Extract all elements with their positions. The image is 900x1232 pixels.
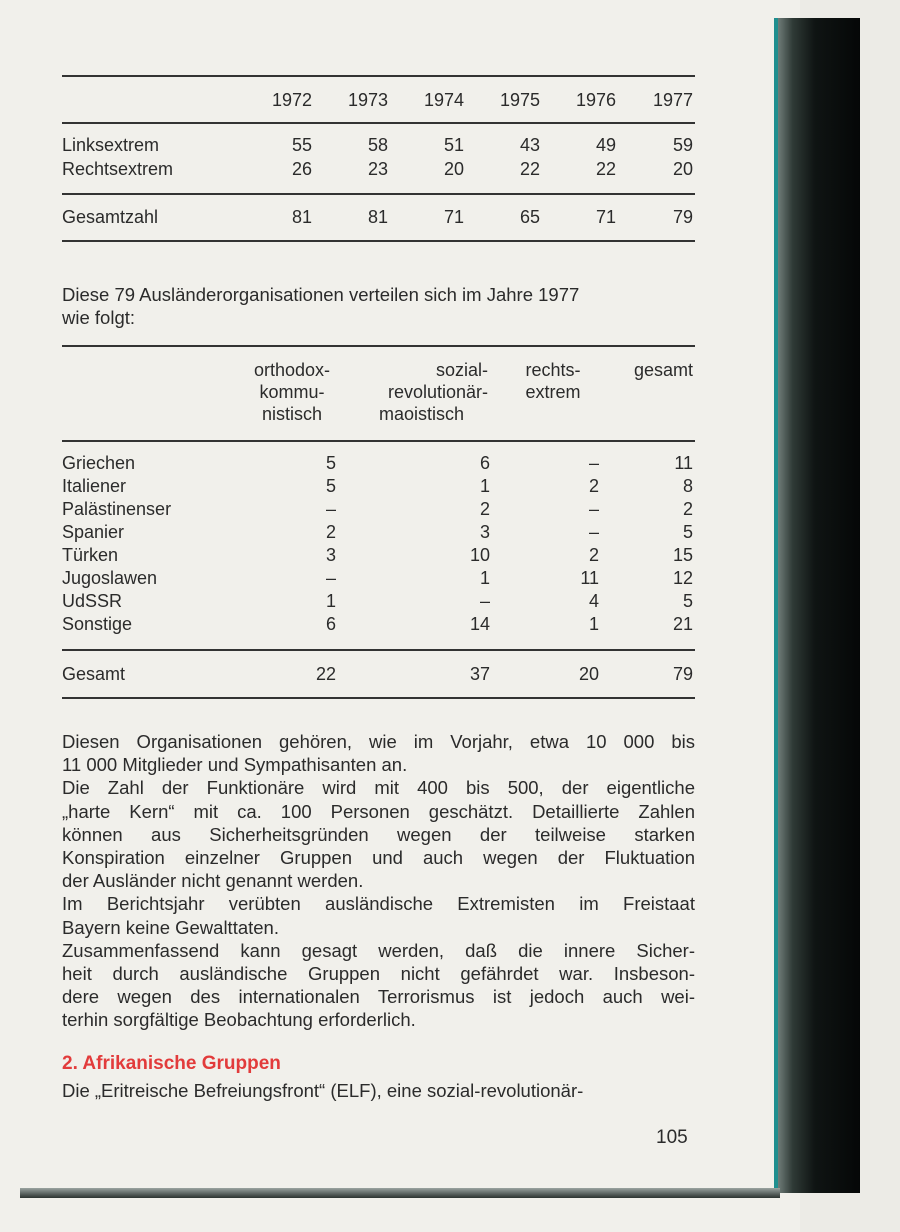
table-cell: 3 <box>479 522 490 542</box>
table-cell: – <box>325 568 336 588</box>
table-cell: 15 <box>672 545 693 565</box>
table-cell: 6 <box>325 614 336 634</box>
table-cell: 11 <box>674 453 693 473</box>
table-cell: 58 <box>367 135 388 155</box>
text-line: dere wegen des internationalen Terrorismus ist jedoch auch wei- <box>62 986 695 1008</box>
table-cell: 10 <box>469 545 490 565</box>
book-spine <box>778 18 860 1193</box>
table-cell: 51 <box>443 135 464 155</box>
text-line: terhin sorgfältige Beobachtung erforderlich. <box>62 1009 416 1031</box>
table-cell: 2 <box>325 522 336 542</box>
table-cell: 2 <box>479 499 490 519</box>
column-header-gesamt: gesamt <box>633 360 693 380</box>
table-cell: 11 <box>580 568 599 588</box>
table-rule <box>62 440 695 442</box>
table-cell: 3 <box>325 545 336 565</box>
row-label: Rechtsextrem <box>62 159 174 179</box>
table-cell: 20 <box>672 159 693 179</box>
table-rule-bottom <box>62 697 695 699</box>
total-label: Gesamtzahl <box>62 207 159 227</box>
table-cell: 22 <box>595 159 616 179</box>
text-line: Im Berichtsjahr verübten ausländische Extremisten im Freistaat <box>62 893 695 915</box>
text-line: können aus Sicherheitsgründen wegen der teilweise starken <box>62 823 695 845</box>
table-cell: 1 <box>325 591 336 611</box>
text-line: Zusammenfassend kann gesagt werden, daß die innere Sicher- <box>62 939 695 961</box>
table-cell: – <box>588 499 599 519</box>
row-label: Sonstige <box>62 614 133 634</box>
row-label: Linksextrem <box>62 135 160 155</box>
total-cell: 71 <box>595 207 616 227</box>
table-cell: 5 <box>682 591 693 611</box>
body-paragraph <box>62 730 695 1032</box>
row-label: UdSSR <box>62 591 123 611</box>
table-rule-bottom <box>62 240 695 242</box>
total-cell: 22 <box>315 664 336 684</box>
year-header: 1972 <box>271 90 312 110</box>
table-cell: 26 <box>291 159 312 179</box>
table-cell: 8 <box>682 476 693 496</box>
text-line: Die Zahl der Funktionäre wird mit 400 bis 500, der eigentliche <box>62 777 695 799</box>
total-cell: 79 <box>672 207 693 227</box>
table-cell: 2 <box>682 499 693 519</box>
year-header: 1974 <box>423 90 464 110</box>
table-cell: 5 <box>682 522 693 542</box>
row-label: Jugoslawen <box>62 568 158 588</box>
intro-paragraph <box>62 283 695 329</box>
year-header: 1973 <box>347 90 388 110</box>
year-header: 1975 <box>499 90 540 110</box>
row-label: Spanier <box>62 522 125 542</box>
row-label: Griechen <box>62 453 136 473</box>
table-cell: 22 <box>519 159 540 179</box>
table-cell: 2 <box>588 476 599 496</box>
row-label: Italiener <box>62 476 127 496</box>
table-cell: 2 <box>588 545 599 565</box>
text-line: Diese 79 Ausländerorganisationen verteilen sich im Jahre 1977 <box>62 284 580 305</box>
section-heading: 2. Afrikanische Gruppen <box>62 1053 281 1074</box>
table-rule <box>62 649 695 651</box>
table-cell: 20 <box>443 159 464 179</box>
text-line: Diesen Organisationen gehören, wie im Vorjahr, etwa 10 000 bis <box>62 731 695 752</box>
year-header: 1976 <box>575 90 616 110</box>
total-cell: 37 <box>469 664 490 684</box>
table-cell: 1 <box>479 476 490 496</box>
total-label: Gesamt <box>62 664 126 684</box>
text-line: 11 000 Mitglieder und Sympathisanten an. <box>62 754 408 776</box>
total-cell: 79 <box>672 664 693 684</box>
table-cell: 1 <box>588 614 599 634</box>
table-cell: 43 <box>519 135 540 155</box>
table-cell: 1 <box>479 568 490 588</box>
table-cell: – <box>588 522 599 542</box>
row-label: Palästinenser <box>62 499 172 519</box>
text-line: Die „Eritreische Befreiungsfront“ (ELF), eine sozial-revolutionär- <box>62 1080 584 1101</box>
table-cell: – <box>479 591 490 611</box>
table-cell: 49 <box>595 135 616 155</box>
section-text <box>62 1079 695 1102</box>
table-cell: – <box>325 499 336 519</box>
row-label: Türken <box>62 545 119 565</box>
table-cell: 6 <box>479 453 490 473</box>
total-cell: 81 <box>367 207 388 227</box>
table-cell: 14 <box>469 614 490 634</box>
table-cell: 21 <box>672 614 693 634</box>
table-cell: 12 <box>672 568 693 588</box>
year-header: 1977 <box>652 90 693 110</box>
total-cell: 71 <box>443 207 464 227</box>
column-header-sozialrevolutionaer: sozial- revolutionär- maoistisch <box>378 360 488 424</box>
table-cell: 23 <box>367 159 388 179</box>
total-cell: 81 <box>291 207 312 227</box>
page-number: 105 <box>656 1127 688 1148</box>
table-cell: 4 <box>588 591 599 611</box>
table-cell: 55 <box>291 135 312 155</box>
page-bottom-edge <box>20 1188 780 1198</box>
text-line: heit durch ausländische Gruppen nicht gefährdet war. Insbeson- <box>62 963 695 985</box>
text-line: Konspiration einzelner Gruppen und auch wegen der Fluktuation <box>62 847 695 869</box>
table-rule <box>62 193 695 195</box>
total-cell: 65 <box>519 207 540 227</box>
text-line: wie folgt: <box>62 307 136 329</box>
column-header-rechtsextrem: rechts- extrem <box>525 360 581 402</box>
table-rule-top <box>62 75 695 77</box>
text-line: Bayern keine Gewalttaten. <box>62 916 279 938</box>
total-cell: 20 <box>578 664 599 684</box>
text-line: „harte Kern“ mit ca. 100 Personen geschätzt. Detaillierte Zahlen <box>62 800 695 822</box>
table-rule-top <box>62 345 695 347</box>
text-line: der Ausländer nicht genannt werden. <box>62 870 364 892</box>
table-cell: 5 <box>325 476 336 496</box>
table-rule <box>62 122 695 124</box>
column-header-orthodox: orthodox- kommu- nistisch <box>253 360 331 424</box>
table-cell: 59 <box>672 135 693 155</box>
table-cell: 5 <box>325 453 336 473</box>
table-cell: – <box>588 453 599 473</box>
